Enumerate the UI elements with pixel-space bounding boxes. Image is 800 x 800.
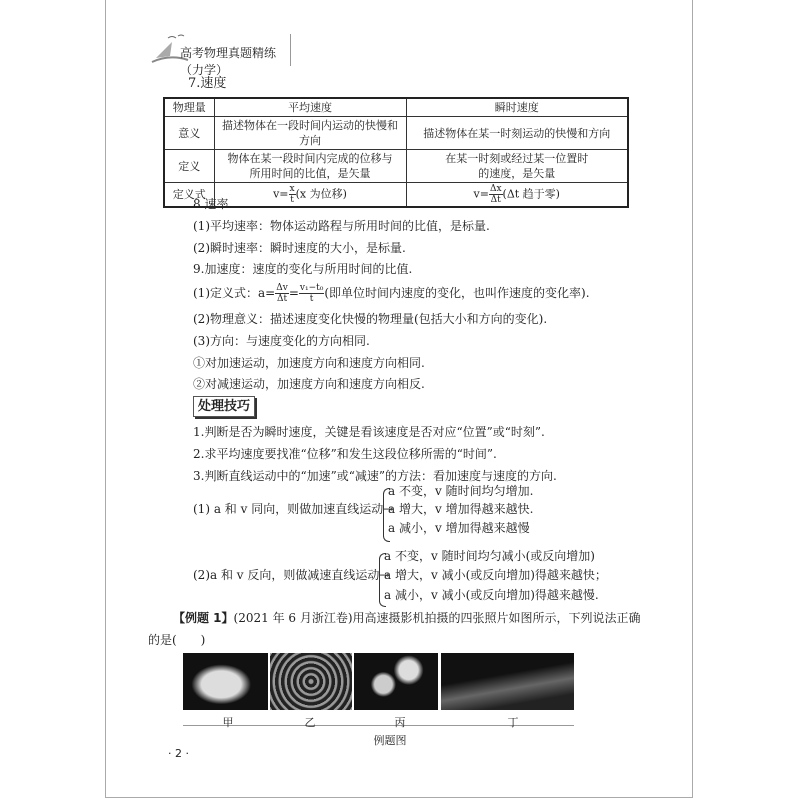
table-header-row [164,98,628,117]
denominator: Δt [276,294,288,304]
section-heading: 8.速率 [193,197,229,211]
velocity-table [163,97,629,208]
table-cell [406,150,628,183]
table-header: 瞬时速度 [406,98,628,117]
photo-spiral [270,653,352,710]
photo-label: 甲 [222,716,234,729]
formula-line [193,282,590,304]
table-header: 物理量 [164,98,214,117]
text-line: (1)平均速率：物体运动路程与所用时间的比值，是标量. [193,219,490,233]
numerator: v₁−t₀ [299,283,324,293]
fraction [489,184,503,205]
table-cell: 描述物体在一段时间内运动的快慢和方向 [214,117,406,150]
example-label: 【例题 1】 [173,611,234,625]
branch-case: a 减小，v 减小(或反向增加)得越来越慢. [384,588,599,602]
text-line: ②对减速运动，加速度方向和速度方向相反. [193,377,425,391]
tips-label: 处理技巧 [193,396,255,417]
formula-note: (Δt 趋于零) [502,187,560,201]
section-heading: 9.加速度：速度的变化与所用时间的比值. [193,262,413,276]
book-title: 高考物理真题精练（力学） [180,46,277,77]
text-line: 3.判断直线运动中的“加速”或“减速”的方法：看加速度与速度的方向. [193,469,557,483]
photo-label: 丙 [394,716,406,729]
formula-text: (即单位时间内速度的变化，也叫作速度的变化率). [324,286,590,300]
numerator: Δv [276,283,288,293]
formula-note: (x 为位移) [295,187,347,201]
branch-case: a 增大，v 减小(或反向增加)得越来越快； [384,568,607,582]
branch-case: a 增大，v 增加得越来越快. [388,502,534,516]
cell-line: 物体在某一段时间内完成的位移与 [227,152,393,165]
denominator: t [309,294,314,304]
photo-cat [183,653,268,710]
cell-line: 所用时间的比值，是矢量 [249,167,371,180]
numerator: x [289,184,295,194]
numerator: Δx [489,184,502,194]
example-text: (2021 年 6 月浙江卷)用高速摄影机拍摄的四张照片如图所示，下列说法正确 [233,611,641,625]
branch-case: a 不变，v 随时间均匀增加. [388,484,534,498]
table-cell: 描述物体在某一时刻运动的快慢和方向 [406,117,628,150]
formula-text: v= [273,187,289,201]
table-row [164,183,628,208]
denominator: Δt [490,195,501,205]
fraction [289,184,296,205]
text-line: (2)物理意义：描述速度变化快慢的物理量(包括大小和方向的变化). [193,312,548,326]
formula-text: v= [473,187,489,201]
table-cell [214,183,406,208]
formula-text: (1)定义式：a= [193,286,276,300]
table-cell [406,183,628,208]
denominator: t [290,195,294,205]
text-line: (2)瞬时速率：瞬时速度的大小，是标量. [193,241,406,255]
figure-caption: 例题图 [373,734,407,747]
table-cell: 意义 [164,117,214,150]
fraction [275,283,289,304]
table-cell: 定义 [164,150,214,183]
table-cell [214,150,406,183]
formula-text: = [288,286,299,300]
text-line: (3)方向：与速度变化的方向相同. [193,334,370,348]
example-question [173,610,641,626]
section-heading: 7.速度 [188,76,227,91]
table-cell: 定义式 [164,183,214,208]
cell-line: 在某一时刻或经过某一位置时 [445,152,589,165]
header-logo [150,34,291,77]
table-row [164,150,628,183]
fraction [299,283,324,304]
branch-lead: (1) a 和 v 同向，则做加速直线运动→ [193,502,394,516]
example-text-cont: 的是( ) [148,633,206,647]
text-line: 2.求平均速度要找准“位移”和发生这段位移所需的“时间”. [193,447,497,461]
photo-bird [354,653,438,710]
photo-horse [441,653,574,710]
branch-case: a 不变，v 随时间均匀减小(或反向增加) [384,549,595,563]
text-line: 1.判断是否为瞬时速度，关键是看该速度是否对应“位置”或“时刻”. [193,425,545,439]
table-header: 平均速度 [214,98,406,117]
branch-lead: (2)a 和 v 反向，则做减速直线运动→ [193,568,390,582]
cell-line: 的速度，是矢量 [478,167,556,180]
page-number: · 2 · [168,747,189,760]
text-line: ①对加速运动，加速度方向和速度方向相同. [193,356,425,370]
branch-case: a 减小，v 增加得越来越慢 [388,521,530,535]
photo-label: 乙 [304,716,316,729]
photo-label: 丁 [507,716,519,729]
table-row [164,117,628,150]
